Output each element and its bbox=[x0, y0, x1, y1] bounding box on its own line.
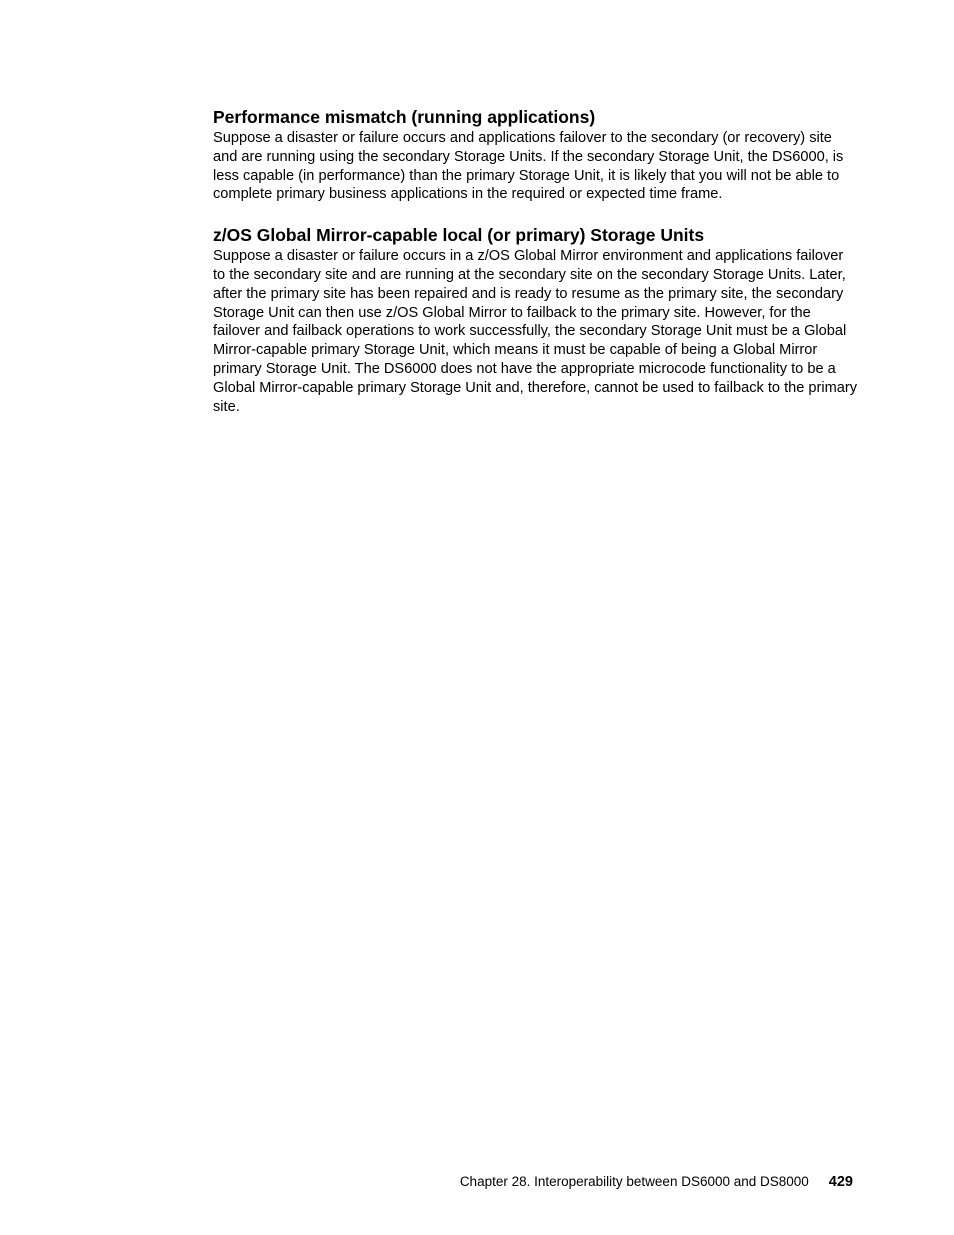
section-heading: Performance mismatch (running applications) bbox=[213, 107, 596, 127]
section-global-mirror-capable bbox=[213, 224, 858, 416]
footer-chapter-title: Chapter 28. Interoperability between DS6000 and DS8000 bbox=[459, 1174, 809, 1189]
section-heading: z/OS Global Mirror-capable local (or primary) Storage Units bbox=[213, 225, 705, 246]
page-footer bbox=[460, 1172, 853, 1192]
section-paragraph: Suppose a disaster or failure occurs in a z/OS Global Mirror environment and applications failover to the secondary site and are running at the secondary site on the secondary Storage Units. Later, after the primary site has been repaired and is ready to resume as the primary site, the secondary Storage Unit can then use z/OS Global Mirror to failback to the primary site. However, for the failover and failback operations to work successfully, the secondary Storage Unit must be a Global Mirror-capable primary Storage Unit, which means it must be capable of being a Global Mirror primary Storage Unit. The DS6000 does not have the appropriate microcode functionality to be a Global Mirror-capable primary Storage Unit and, therefore, cannot be used to failback to the primary site. bbox=[213, 248, 858, 415]
page-content bbox=[213, 106, 858, 416]
section-paragraph: Suppose a disaster or failure occurs and applications failover to the secondary (or recovery) site and are running using the secondary Storage Units. If the secondary Storage Unit, the DS6000, is less capable (in performance) than the primary Storage Unit, it is likely that you will not be able to complete primary business applications in the required or expected time frame. bbox=[213, 130, 844, 203]
page-number: 429 bbox=[828, 1174, 853, 1190]
section-performance-mismatch bbox=[213, 106, 858, 204]
